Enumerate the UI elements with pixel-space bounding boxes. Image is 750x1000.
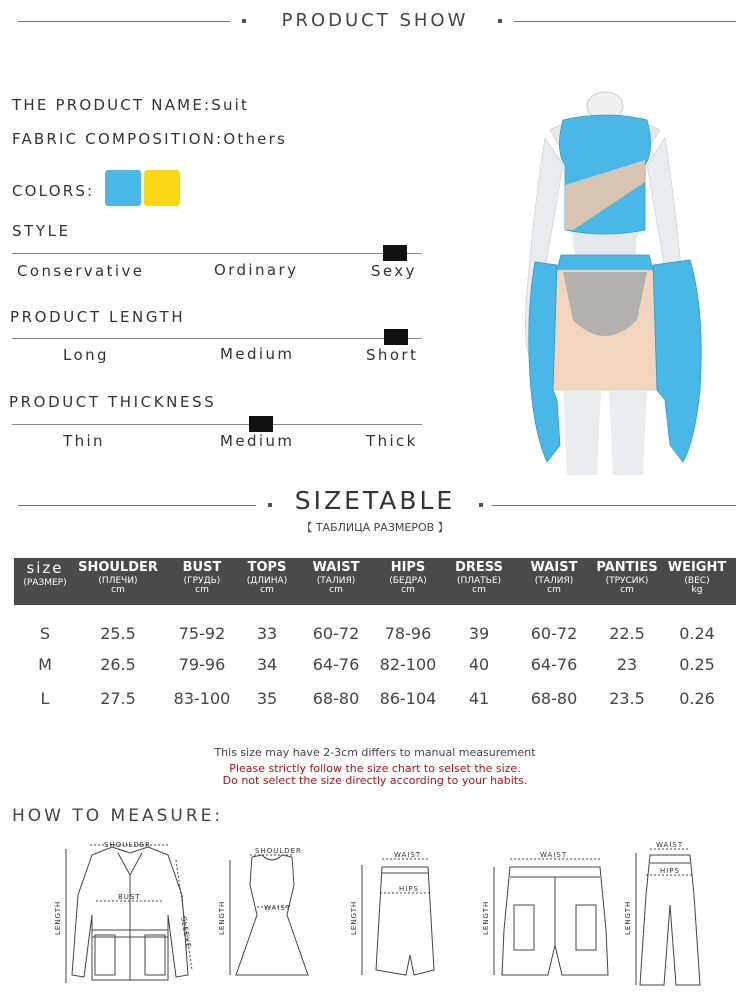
length-scale-line — [12, 338, 422, 339]
header-en: TOPS — [247, 560, 287, 575]
table-cell: 27.5 — [100, 689, 136, 708]
colors-label: COLORS: — [12, 182, 95, 200]
header-cell-4 — [296, 561, 376, 596]
header-cell-5 — [368, 561, 448, 596]
header-en: size — [26, 559, 64, 577]
header-ru: (ТАЛИЯ) — [316, 575, 356, 586]
label-length-skirt: LENGTH — [350, 900, 358, 935]
table-cell: 41 — [468, 689, 490, 708]
table-cell: 40 — [468, 655, 490, 674]
table-cell: 79-96 — [178, 655, 226, 674]
header-cell-6 — [439, 561, 519, 596]
table-cell: 23.5 — [609, 689, 645, 708]
sizetable-dot-right — [479, 503, 483, 507]
skirt-diagram — [362, 859, 434, 975]
table-cell: 64-76 — [530, 655, 578, 674]
table-cell: 0.24 — [679, 624, 715, 643]
style-label-ordinary: Ordinary — [214, 261, 299, 279]
jacket-diagram — [66, 845, 192, 983]
table-cell: 82-100 — [379, 655, 437, 674]
label-sleeve-jacket: SLEEVE — [179, 915, 193, 950]
label-waist-dress: WAIST — [264, 904, 292, 912]
header-unit: cm — [401, 585, 415, 596]
table-cell: 75-92 — [178, 624, 226, 643]
thickness-level-marker — [249, 416, 273, 432]
table-cell: L — [40, 689, 50, 708]
table-cell: 78-96 — [384, 624, 432, 643]
thickness-label-medium: Medium — [220, 432, 295, 450]
table-cell: 26.5 — [100, 655, 136, 674]
header-ru: (ПЛАТЬЕ) — [456, 575, 502, 586]
header-ru: (ДЛИНА) — [246, 575, 288, 586]
header-cell-7 — [514, 561, 594, 596]
thickness-label-thick: Thick — [366, 432, 418, 450]
header-en: WAIST — [530, 560, 578, 575]
table-cell: 64-76 — [312, 655, 360, 674]
header-ru: (ТРУСИК) — [605, 575, 649, 586]
table-cell: 83-100 — [173, 689, 231, 708]
length-title: PRODUCT LENGTH — [10, 308, 186, 326]
dress-diagram — [230, 855, 308, 975]
table-cell: 39 — [468, 624, 490, 643]
style-label-sexy: Sexy — [371, 262, 417, 280]
label-waist-shorts: WAIST — [540, 851, 568, 859]
header-ru: (БЕДРА) — [389, 575, 427, 586]
label-waist-pants: WAIST — [656, 841, 684, 849]
page-title: PRODUCT SHOW — [281, 10, 469, 31]
header-ru: (РАЗМЕР) — [23, 577, 67, 588]
fabric-composition: FABRIC COMPOSITION:Others — [12, 130, 287, 148]
header-ru: (ВЕС) — [684, 575, 710, 586]
label-length-shorts: LENGTH — [482, 900, 490, 935]
measurement-illustrations — [0, 835, 750, 995]
length-level-marker — [384, 329, 408, 345]
header-unit: cm — [547, 585, 561, 596]
header-unit: cm — [260, 585, 274, 596]
label-length-dress: LENGTH — [218, 900, 226, 935]
table-cell: 22.5 — [609, 624, 645, 643]
table-cell: 25.5 — [100, 624, 136, 643]
shorts-diagram — [494, 859, 608, 975]
header-en: HIPS — [390, 560, 426, 575]
thickness-label-thin: Thin — [63, 432, 105, 450]
thickness-title: PRODUCT THICKNESS — [9, 393, 217, 411]
table-cell: 0.26 — [679, 689, 715, 708]
table-cell: 35 — [256, 689, 278, 708]
table-cell: 68-80 — [312, 689, 360, 708]
product-name: THE PRODUCT NAME:Suit — [12, 96, 250, 114]
style-title: STYLE — [12, 222, 71, 240]
size-note: This size may have 2-3cm differs to manual measurement — [214, 746, 536, 759]
label-hips-pants: HIPS — [660, 867, 680, 875]
sizetable-subtitle: 【 ТАБЛИЦА РАЗМЕРОВ 】 — [301, 521, 449, 534]
header-unit: cm — [111, 585, 125, 596]
size-warning-1: Please strictly follow the size chart to selset the size. — [229, 762, 521, 775]
sizetable-title: SIZETABLE — [294, 486, 456, 515]
size-warning-2: Do not select the size directly according to your habits. — [222, 774, 528, 787]
header-unit: cm — [472, 585, 486, 596]
sizetable-rule-right — [492, 505, 736, 506]
header-cell-9 — [657, 561, 737, 596]
length-label-long: Long — [63, 346, 109, 364]
header-ru: (ГРУДЬ) — [183, 575, 221, 586]
header-ru: (ТАЛИЯ) — [534, 575, 574, 586]
style-level-marker — [383, 245, 407, 261]
label-length-jacket: LENGTH — [54, 900, 62, 935]
header-en: WEIGHT — [667, 560, 727, 575]
header-cell-0 — [5, 561, 85, 588]
label-bust-jacket: BUST — [118, 893, 141, 901]
header-dot-right — [498, 19, 502, 23]
style-scale-line — [12, 253, 422, 254]
style-label-conservative: Conservative — [17, 262, 145, 280]
label-shoulder-dress: SHOULDER — [255, 847, 302, 855]
color-swatch-yellow[interactable] — [144, 170, 180, 206]
header-ru: (ПЛЕЧИ) — [98, 575, 138, 586]
label-waist-skirt: WAIST — [394, 851, 422, 859]
label-hips-skirt: HIPS — [399, 885, 419, 893]
length-label-medium: Medium — [220, 345, 295, 363]
header-en: WAIST — [312, 560, 360, 575]
length-label-short: Short — [366, 346, 419, 364]
header-unit: cm — [195, 585, 209, 596]
table-cell: 0.25 — [679, 655, 715, 674]
table-cell: 34 — [256, 655, 278, 674]
label-length-pants: LENGTH — [624, 900, 632, 935]
color-swatch-blue[interactable] — [105, 170, 141, 206]
label-shoulder-jacket: SHOULDER — [104, 841, 151, 849]
header-cell-3 — [227, 561, 307, 596]
how-to-measure-title: HOW TO MEASURE: — [12, 806, 224, 826]
header-unit: cm — [620, 585, 634, 596]
table-cell: 60-72 — [312, 624, 360, 643]
header-en: BUST — [182, 560, 222, 575]
sizetable-header-row — [14, 558, 736, 605]
table-cell: 33 — [256, 624, 278, 643]
thickness-scale-line — [12, 424, 422, 425]
header-rule-right — [514, 21, 736, 22]
table-cell: 68-80 — [530, 689, 578, 708]
header-unit: kg — [691, 585, 703, 596]
table-cell: 60-72 — [530, 624, 578, 643]
header-cell-8 — [587, 561, 667, 596]
table-cell: 23 — [616, 655, 638, 674]
table-cell: M — [38, 655, 52, 674]
product-model-image — [505, 90, 735, 475]
header-cell-1 — [78, 561, 158, 596]
header-unit: cm — [329, 585, 343, 596]
header-en: DRESS — [455, 560, 503, 575]
header-en: SHOULDER — [78, 560, 158, 575]
table-cell: S — [39, 624, 51, 643]
table-cell: 86-104 — [379, 689, 437, 708]
header-en: PANTIES — [596, 560, 658, 575]
